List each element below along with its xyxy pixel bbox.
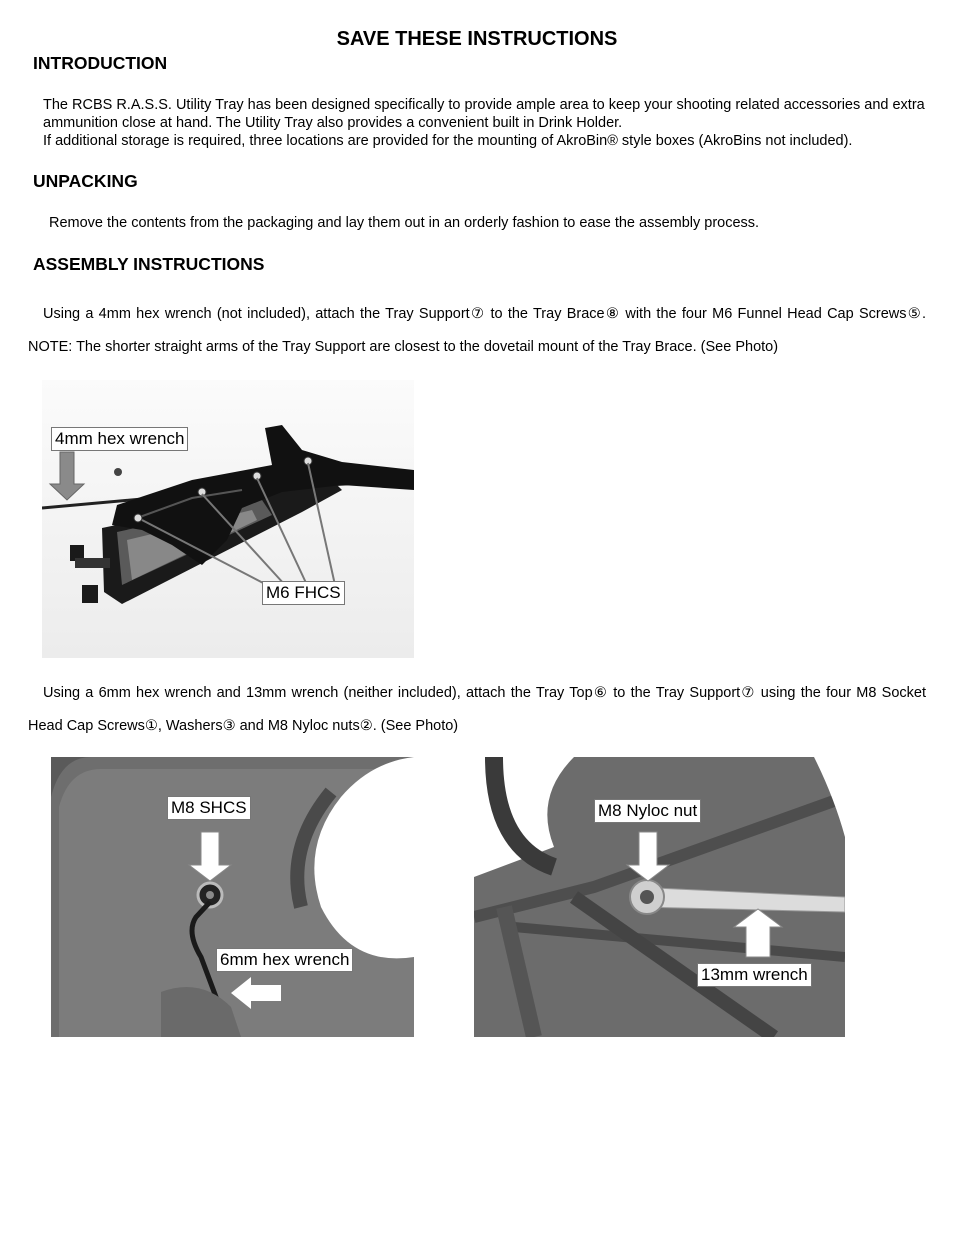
- introduction-paragraph-1: The RCBS R.A.S.S. Utility Tray has been designed specifically to provide ample area to keep your shooting related accessories and extra ammunition close at hand. The Utility Tray also provides a convenient built in Drink Holder.: [43, 97, 925, 131]
- page-title: SAVE THESE INSTRUCTIONS: [336, 28, 618, 50]
- introduction-paragraph-2: If additional storage is required, three locations are provided for the mounting of AkroBin® style boxes (AkroBins not included).: [43, 133, 853, 149]
- photo-nyloc-nut: [474, 757, 845, 1037]
- callout-4mm-hex-wrench: 4mm hex wrench: [51, 427, 188, 451]
- photo-socket-head-cap-screw: [51, 757, 414, 1037]
- photo-tray-support-assembly: [42, 380, 414, 658]
- introduction-heading: INTRODUCTION: [33, 53, 168, 73]
- assembly-step-1-text: Using a 4mm hex wrench (not included), attach the Tray Support⑦ to the Tray Brace⑧ with the four M6 Funnel Head Cap Screws⑤. NOTE: The shorter straight arms of the Tray Support are closest to the dovetail mount of the Tray Brace. (See Photo): [28, 306, 926, 355]
- callout-m8-shcs: M8 SHCS: [167, 796, 251, 820]
- assembly-heading: ASSEMBLY INSTRUCTIONS: [33, 254, 265, 274]
- unpacking-paragraph: Remove the contents from the packaging and lay them out in an orderly fashion to ease the assembly process.: [49, 215, 760, 231]
- introduction-text: [28, 96, 926, 150]
- tray-support-illustration: [42, 380, 414, 658]
- unpacking-heading: UNPACKING: [33, 171, 138, 191]
- callout-6mm-hex-wrench: 6mm hex wrench: [216, 948, 353, 972]
- assembly-step-1: [28, 298, 926, 364]
- callout-m8-nyloc-nut: M8 Nyloc nut: [594, 799, 701, 823]
- assembly-step-2-text: Using a 6mm hex wrench and 13mm wrench (neither included), attach the Tray Top⑥ to the Tray Support⑦ using the four M8 Socket Head Cap Screws①, Washers③ and M8 Nyloc nuts②. (See Photo): [28, 685, 926, 734]
- assembly-step-2: [28, 677, 926, 743]
- callout-m6-fhcs: M6 FHCS: [262, 581, 345, 605]
- callout-13mm-wrench: 13mm wrench: [697, 963, 812, 987]
